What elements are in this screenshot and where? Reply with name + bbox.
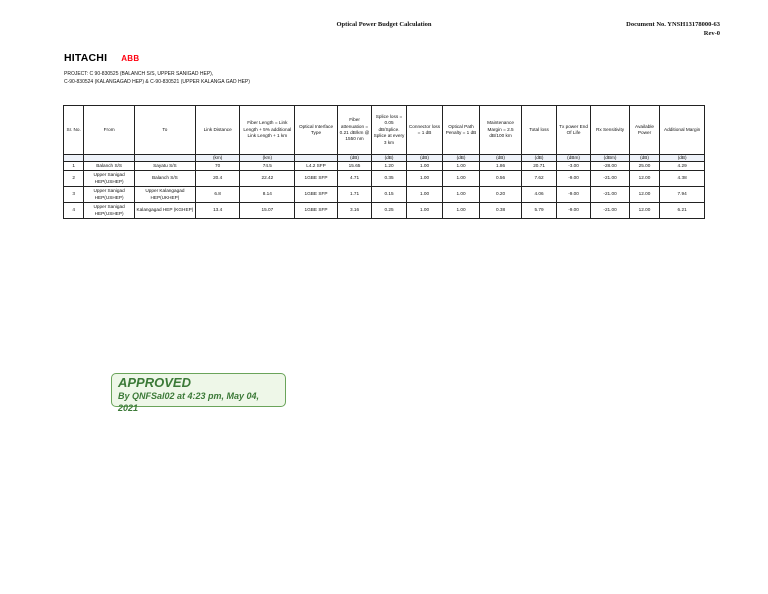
table-cell: 12.00	[629, 187, 659, 203]
col-header-optical-path-penalty: Optical Path Penalty = 1 dB	[443, 106, 480, 155]
table-cell: 4	[64, 203, 84, 219]
table-cell: 6.21	[660, 203, 705, 219]
col-header-sr-no: Sr. No.	[64, 106, 84, 155]
table-cell: 1GBE SFP	[295, 187, 338, 203]
abb-logo: ABB	[121, 53, 140, 63]
table-row	[64, 162, 705, 171]
table-cell: 25.00	[629, 162, 659, 171]
col-header-rx-sensitivity: Rx Sensitivity	[591, 106, 630, 155]
unit-cell: (dBm)	[591, 155, 630, 162]
document-number-block	[626, 20, 720, 38]
table-cell: 4.38	[660, 171, 705, 187]
table-cell: 15.65	[337, 162, 371, 171]
table-cell: -9.00	[556, 187, 590, 203]
unit-cell	[134, 155, 195, 162]
project-line-1: PROJECT: C 90-830525 (BALANCH S/S, UPPER SANIGAD HEP),	[64, 71, 214, 77]
unit-cell: (dB)	[372, 155, 406, 162]
table-cell: 7.94	[660, 187, 705, 203]
table-cell: 12.00	[629, 203, 659, 219]
document-number: Document No. YNSH13178000-63	[626, 21, 720, 28]
table-cell: 0.38	[479, 203, 522, 219]
table-cell: Upper Sanigad HEP(USHEP)	[84, 187, 135, 203]
table-cell: 1.00	[406, 187, 443, 203]
table-cell: 3	[64, 187, 84, 203]
table-cell: 0.15	[372, 187, 406, 203]
col-header-fiber-attenuation: Fiber attenuation = 0.21 dB/km @ 1550 nm	[337, 106, 371, 155]
table-cell: 1	[64, 162, 84, 171]
table-cell: -21.00	[591, 203, 630, 219]
table-cell: 3.16	[337, 203, 371, 219]
table-cell: 6.8	[195, 187, 240, 203]
col-header-from: From	[84, 106, 135, 155]
table-cell: 1GBE SFP	[295, 203, 338, 219]
col-header-tx-power: Tx power End Of Life	[556, 106, 590, 155]
table-cell: 13.4	[195, 203, 240, 219]
col-header-total-loss: Total loss	[522, 106, 556, 155]
table-cell: 74.5	[240, 162, 295, 171]
table-row	[64, 187, 705, 203]
logo-bar	[64, 52, 139, 64]
unit-cell: (dB)	[406, 155, 443, 162]
approval-stamp	[111, 373, 286, 413]
unit-cell: (km)	[240, 155, 295, 162]
col-header-splice-loss: Splice loss = 0.05 dB/Splice. Splice at every 3 km	[372, 106, 406, 155]
table-cell: -28.00	[591, 162, 630, 171]
document-title: Optical Power Budget Calculation	[336, 21, 432, 28]
table-cell: 0.25	[372, 203, 406, 219]
col-header-additional-margin: Additional Margin	[660, 106, 705, 155]
table-row	[64, 171, 705, 187]
table-cell: Balanch S/S	[84, 162, 135, 171]
units-row	[64, 155, 705, 162]
unit-cell	[295, 155, 338, 162]
table-cell: 4.06	[522, 187, 556, 203]
table-cell: 20.4	[195, 171, 240, 187]
header-row	[64, 106, 705, 155]
table-cell: 22.42	[240, 171, 295, 187]
table-cell: Upper Sanigad HEP(USHEP)	[84, 171, 135, 187]
table-cell: Upper Kalangagad HEP(UKHEP)	[134, 187, 195, 203]
unit-cell: (dBm)	[556, 155, 590, 162]
project-info	[64, 70, 250, 86]
revision: Rev-0	[703, 30, 720, 37]
table-cell: 12.00	[629, 171, 659, 187]
col-header-maintenance-margin: Maintenance Margin = 2.5 dB/100 km	[479, 106, 522, 155]
table-cell: -3.00	[556, 162, 590, 171]
approval-stamp-details: By QNFSal02 at 4:23 pm, May 04, 2021	[118, 391, 260, 413]
unit-cell: (dB)	[660, 155, 705, 162]
unit-cell: (dB)	[522, 155, 556, 162]
table-cell: 1.00	[406, 203, 443, 219]
optical-budget-table	[63, 105, 705, 219]
table-cell: 7.62	[522, 171, 556, 187]
col-header-to: To	[134, 106, 195, 155]
col-header-optical-interface: Optical Interface Type	[295, 106, 338, 155]
table-cell: Sayatu S/S	[134, 162, 195, 171]
unit-cell	[64, 155, 84, 162]
unit-cell: (dB)	[479, 155, 522, 162]
hitachi-logo: HITACHI	[64, 52, 108, 64]
table-cell: 1.00	[443, 203, 480, 219]
table-cell: -9.00	[556, 203, 590, 219]
unit-cell: (dB)	[337, 155, 371, 162]
table-cell: 1.00	[443, 171, 480, 187]
table-cell: 1.00	[443, 187, 480, 203]
unit-cell: (dB)	[443, 155, 480, 162]
table-cell: -9.00	[556, 171, 590, 187]
table-cell: 20.71	[522, 162, 556, 171]
table-cell: 4.29	[660, 162, 705, 171]
col-header-link-distance: Link Distance	[195, 106, 240, 155]
table-cell: Upper Sanigad HEP(USHEP)	[84, 203, 135, 219]
table-cell: Kalangagad HEP (KGHEP)	[134, 203, 195, 219]
unit-cell: (km)	[195, 155, 240, 162]
table-cell: 2	[64, 171, 84, 187]
table-cell: 15.07	[240, 203, 295, 219]
table-cell: 1.86	[479, 162, 522, 171]
table-cell: 8.14	[240, 187, 295, 203]
table-cell: 4.71	[337, 171, 371, 187]
table-cell: L4.2 SFP	[295, 162, 338, 171]
table-cell: 0.20	[479, 187, 522, 203]
table-cell: 1GBE SFP	[295, 171, 338, 187]
unit-cell: (dB)	[629, 155, 659, 162]
table-cell: 1.00	[406, 171, 443, 187]
table-cell: 70	[195, 162, 240, 171]
col-header-fiber-length: Fiber Length = Link Length + 5% additional Link Length + 1 km	[240, 106, 295, 155]
table-row	[64, 203, 705, 219]
table-cell: 0.35	[372, 171, 406, 187]
col-header-connector-loss: Connector loss = 1 dB	[406, 106, 443, 155]
project-line-2: C-90-830524 (KALANGAGAD HEP) & C-90-830521 (UPPER KALANGA GAD HEP)	[64, 79, 250, 85]
table-cell: Balanch S/S	[134, 171, 195, 187]
table-cell: -21.00	[591, 187, 630, 203]
approval-stamp-title: APPROVED	[118, 375, 191, 390]
table-cell: -21.00	[591, 171, 630, 187]
table-cell: 1.00	[406, 162, 443, 171]
table-cell: 5.79	[522, 203, 556, 219]
col-header-available-power: Available Power	[629, 106, 659, 155]
table-cell: 0.56	[479, 171, 522, 187]
unit-cell	[84, 155, 135, 162]
budget-table-container	[63, 105, 705, 219]
table-cell: 1.71	[337, 187, 371, 203]
table-cell: 1.00	[443, 162, 480, 171]
table-cell: 1.20	[372, 162, 406, 171]
